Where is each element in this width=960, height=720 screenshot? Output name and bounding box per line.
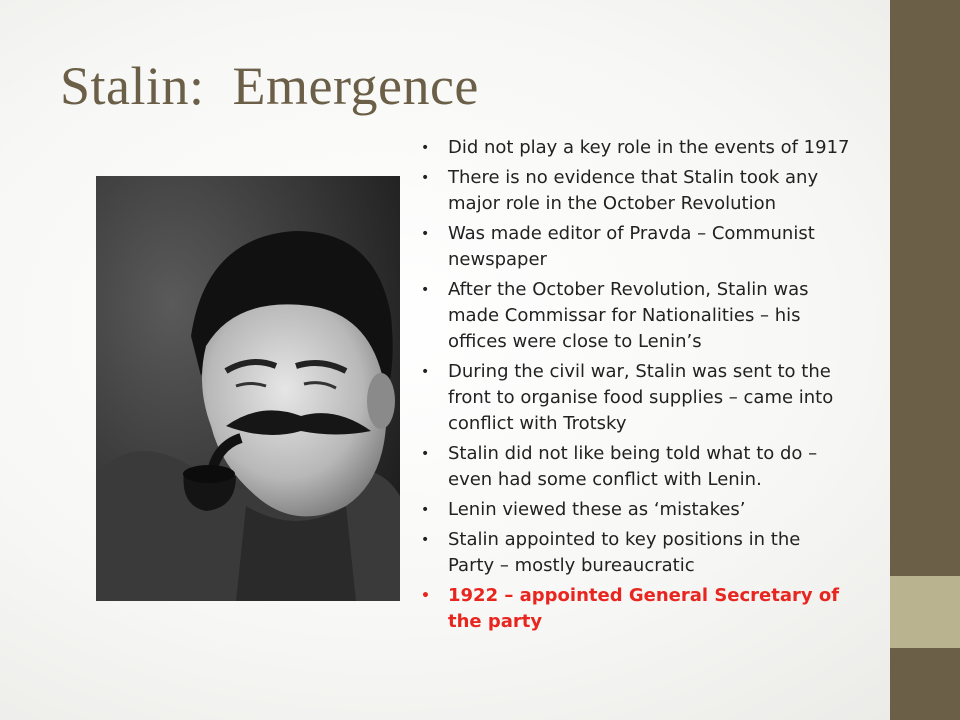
portrait-photo bbox=[96, 176, 400, 601]
bullet-text: After the October Revolution, Stalin was made Commissar for Nationalities – his offices were close to Lenin’s bbox=[448, 279, 809, 352]
bullet-text: Lenin viewed these as ‘mistakes’ bbox=[448, 499, 746, 520]
bullet-item bbox=[412, 441, 852, 493]
bullet-icon: • bbox=[421, 588, 430, 604]
bullet-text: 1922 – appointed General Secretary of the party bbox=[448, 585, 840, 632]
bullet-item bbox=[412, 497, 852, 523]
bullet-item bbox=[412, 165, 852, 217]
bullet-item bbox=[412, 277, 852, 355]
bullet-icon: • bbox=[421, 170, 430, 186]
bullet-item bbox=[412, 135, 852, 161]
bullet-icon: • bbox=[421, 226, 430, 242]
bullet-list bbox=[412, 135, 852, 639]
bullet-text: There is no evidence that Stalin took any major role in the October Revolution bbox=[448, 167, 819, 214]
bullet-item-highlighted bbox=[412, 583, 852, 635]
bullet-item bbox=[412, 527, 852, 579]
bullet-text: Was made editor of Pravda – Communist newspaper bbox=[448, 223, 815, 270]
bullet-text: Did not play a key role in the events of 1917 bbox=[448, 137, 850, 158]
bullet-icon: • bbox=[421, 282, 430, 298]
bullet-text: Stalin appointed to key positions in the Party – mostly bureaucratic bbox=[448, 529, 801, 576]
bullet-item bbox=[412, 359, 852, 437]
bullet-icon: • bbox=[421, 364, 430, 380]
slide-title: Stalin: Emergence bbox=[60, 56, 479, 116]
bullet-item bbox=[412, 221, 852, 273]
sidebar-accent-block bbox=[890, 576, 960, 648]
bullet-text: Stalin did not like being told what to do – even had some conflict with Lenin. bbox=[448, 443, 818, 490]
bullet-icon: • bbox=[421, 446, 430, 462]
bullet-text: During the civil war, Stalin was sent to the front to organise food supplies – came into conflict with Trotsky bbox=[448, 361, 834, 434]
sidebar-decoration bbox=[890, 0, 960, 720]
bullet-icon: • bbox=[421, 140, 430, 156]
bullet-icon: • bbox=[421, 532, 430, 548]
bullet-icon: • bbox=[421, 502, 430, 518]
